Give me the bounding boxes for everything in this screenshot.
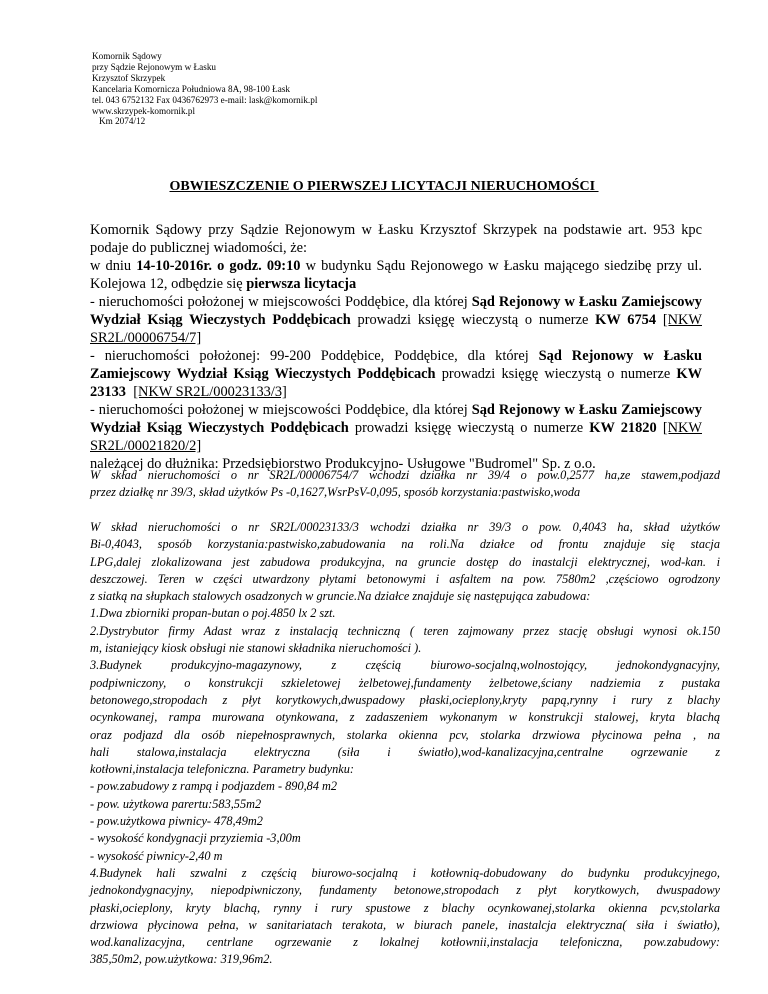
description-line: - pow. użytkowa parertu:583,55m2: [90, 796, 262, 811]
auction-place: w budynku Sądu Rejonowego w Łasku mającego siedzibę przy ul. Kolejowa 12, odbędzie się: [90, 258, 702, 292]
description-line: 385,50m2, pow.użytkowa: 319,96m2.: [90, 952, 273, 967]
property-2-court: Sąd Rejonowy w Łasku Zamiejscowy Wydział Ksiąg Wieczystych Poddębicach: [90, 348, 702, 382]
property-2-text-2: prowadzi księgę wieczystą o numerze: [435, 366, 677, 382]
description-line: - pow.zabudowy z rampą i podjazdem - 890,84 m2: [90, 779, 338, 794]
description-line: Bi-0,4043, sposób korzystania:pastwisko,zabudowania na roli.Na działce od frontu znajduje się stacja: [90, 537, 720, 552]
property-3-kw-link[interactable]: [NKW SR2L/00021820/2]: [90, 420, 702, 454]
property-2-kw: KW 23133: [90, 366, 702, 400]
letterhead-line: Kancelaria Komornicza Południowa 8A, 98-100 Łask: [92, 83, 290, 94]
description-line: oraz podjazd dla osób niepełnosprawnych, stolarka okienna pcv, stolarka drzwiowa płycinowa pełna , na: [90, 727, 720, 742]
first-auction-label: pierwsza licytacja: [246, 276, 357, 292]
letterhead-website: www.skrzypek-komornik.pl: [92, 105, 195, 116]
description-line: z siatką na słupkach stalowych osadzonych w gruncie.Na działce znajduje się następująca zabudowa:: [90, 589, 591, 604]
letterhead-line: Komornik Sądowy: [92, 51, 162, 61]
description-line: drzwiowa płycinowa pełna, w sanitariatach terakota, w biurach panele, inastalcja elektryczna( siła i światło),: [90, 917, 720, 932]
description-line: deszczowej. Teren w części utwardzony płytami betonowymi i asfaltem na pow. 7580m2 ,częściowo ogrodzony: [90, 571, 720, 586]
description-line: 1.Dwa zbiorniki propan-butan o poj.4850 lx 2 szt.: [90, 606, 336, 621]
notice-body: [90, 221, 702, 473]
property-1-kw: KW 6754: [595, 312, 657, 328]
property-3-text-2: prowadzi księgę wieczystą o numerze: [348, 420, 590, 436]
letterhead-contact: tel. 043 6752132 Fax 0436762973 e-mail: lask@komornik.pl: [92, 94, 318, 105]
description-line: płaski,ocieplony, kryty blachą, rynny i rury spustowe z blachy ocynkowanej,stolarka okienna pcv,stolarka: [90, 900, 720, 915]
description-line: 3.Budynek produkcyjno-magazynowy, z częścią biurowo-socjalną,wolnostojący, jednokondygnacyjny,: [90, 658, 720, 673]
letterhead-line: przy Sądzie Rejonowym w Łasku: [92, 61, 217, 72]
property-1-kw-link[interactable]: [NKW SR2L/00006754/7]: [90, 312, 702, 346]
description-line: W skład nieruchomości o nr SR2L/00006754/7 wchodzi działka nr 39/4 o pow.0,2577 ha,ze stawem,podjazd: [90, 468, 720, 482]
description-line: betonowego,stropodach z płyt korytkowych,dwuspadowy płaski,ocieplony,kryty papą,rynny i rury z blachy: [90, 692, 720, 707]
debtor-line: należącej do dłużnika: Przedsiębiorstwo Produkcyjno- Usługowe "Budromel" Sp. z o.o.: [90, 456, 596, 472]
property-1-court: Sąd Rejonowy w Łasku Zamiejscowy Wydział Ksiąg Wieczystych Poddębicach: [90, 294, 702, 328]
property-1-description: [90, 467, 720, 502]
property-2-kw-link[interactable]: [NKW SR2L/00023133/3]: [133, 384, 287, 400]
bailiff-letterhead: [92, 51, 412, 127]
property-3-court: Sąd Rejonowy w Łasku Zamiejscowy Wydział Ksiąg Wieczystych Poddębicach: [90, 402, 702, 436]
notice-title: OBWIESZCZENIE O PIERWSZEJ LICYTACJI NIERUCHOMOŚCI: [169, 179, 599, 194]
date-prefix: w dniu: [90, 258, 137, 274]
description-line: LPG,dalej zlokalizowana jest zabudowa produkcyjna, na gruncie dostęp do inastalcji elektrycznej, wod-kan. i: [90, 554, 720, 569]
description-line: ocynkowanej, rampa murowana otynkowana, z zadaszeniem wykonanym w konstrukcji stalowej, kryta blachą: [90, 710, 720, 725]
description-line: 2.Dystrybutor firmy Adast wraz z instalacją techniczną ( teren zajmowany przez stację obsługi wynosi ok.150: [90, 623, 720, 638]
intro-sentence: Komornik Sądowy przy Sądzie Rejonowym w Łasku Krzysztof Skrzypek na podstawie art. 953 kpc podaje do publicznej wiadomości, że:: [90, 222, 702, 256]
property-1-text-2: prowadzi księgę wieczystą o numerze: [350, 312, 596, 328]
description-line: podpiwniczony, o konstrukcji szkieletowej żelbetowej,fundamenty żelbetowe,ściany nadziemia z pustaka: [90, 675, 720, 690]
description-line: przez działkę nr 39/3, skład użytków Ps -0,1627,WsrPsV-0,095, sposób korzystania:pastwisko,woda: [90, 485, 581, 500]
description-line: W skład nieruchomości o nr SR2L/00023133/3 wchodzi działka nr 39/3 o pow. 0,4043 ha, skład użytków: [90, 520, 720, 534]
description-line: - pow.użytkowa piwnicy- 478,49m2: [90, 814, 263, 829]
description-line: kotłowni,instalacja telefoniczna. Parametry budynku:: [90, 762, 354, 777]
case-number: Km 2074/12: [99, 116, 146, 127]
property-1-text: - nieruchomości położonej w miejscowości Poddębice, dla której: [90, 294, 472, 310]
description-line: m, istaniejący kiosk obsługi nie stanowi składnika nieruchomości ).: [90, 641, 422, 656]
property-2-text: - nieruchomości położonej: 99-200 Poddębice, Poddębice, dla której: [90, 348, 539, 364]
property-3-text: - nieruchomości położonej w miejscowości Poddębice, dla której: [90, 402, 472, 418]
description-line: - wysokość piwnicy-2,40 m: [90, 848, 223, 863]
letterhead-line: Krzysztof Skrzypek: [92, 72, 166, 83]
auction-date: 14-10-2016r. o godz. 09:10: [136, 258, 301, 274]
description-line: jednokondygnacyjny, niepodpiwniczony, fundamenty betonowe,stropodach z płyt korytkowych, dwuspadowy: [90, 883, 720, 898]
description-line: 4.Budynek hali szwalni z częścią biurowo-socjalną i kotłownią-dobudowany do budynku produkcyjnego,: [90, 865, 720, 880]
property-2-description: [90, 519, 720, 969]
description-line: - wysokość kondygnacji przyziemia -3,00m: [90, 831, 301, 846]
description-line: wod.kanalizacyjna, centrlane ogrzewanie z lokalnej kotłownii,instalacja telefoniczna, pow.zabudowy:: [90, 935, 720, 950]
property-3-kw: KW 21820: [589, 420, 657, 436]
description-line: hali stalowa,instalacja elektryczna (siła i światło),wod-kanalizacyjna,centralne ogrzewanie z: [90, 744, 720, 759]
